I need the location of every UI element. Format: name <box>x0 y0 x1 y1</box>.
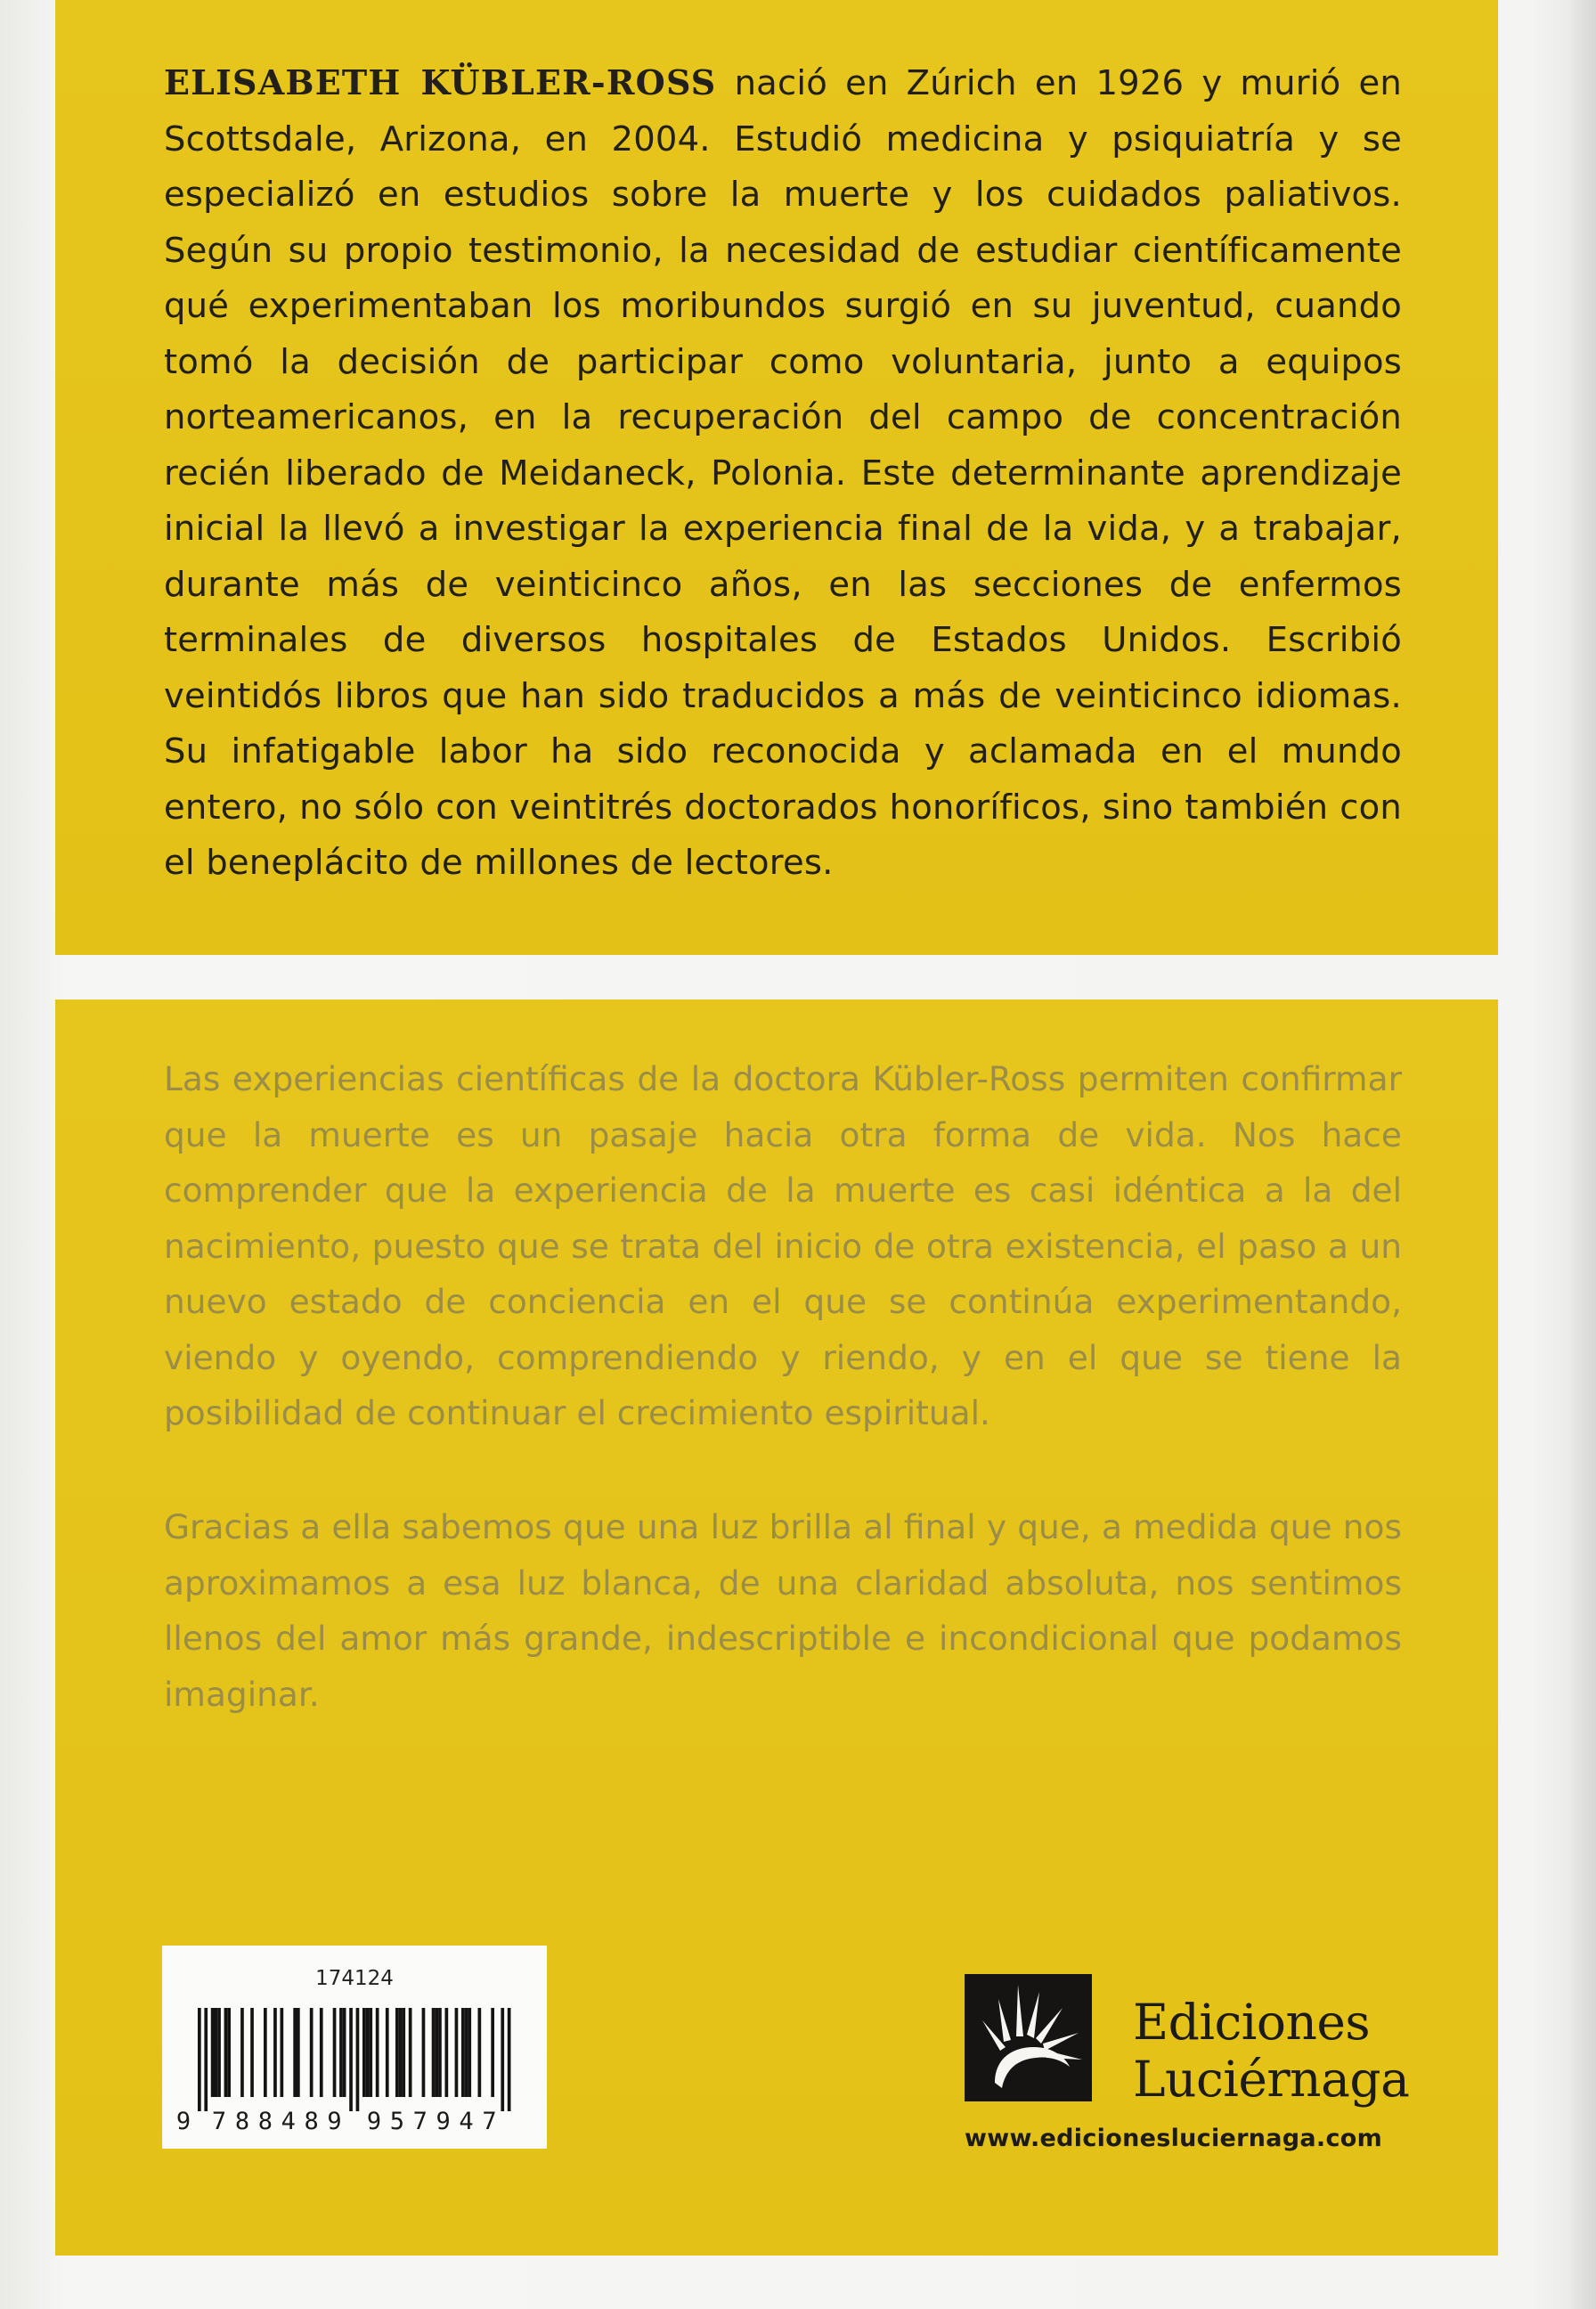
cover-spine-edge <box>1571 0 1596 2309</box>
barcode-digit: 9 <box>327 2108 342 2135</box>
barcode-bar <box>281 2008 284 2097</box>
barcode-digit: 8 <box>304 2108 319 2135</box>
author-bio <box>164 55 1402 892</box>
summary-paragraph-2: Gracias a ella sabemos que una luz brilla al final y que, a medida que nos aproximamos a esa luz blanca, de una claridad absoluta, nos sentimos llenos del amor más grande, indescriptible e incondicional que podamos imaginar. <box>164 1507 1402 1714</box>
barcode-bar <box>455 2008 459 2097</box>
barcode-bar <box>204 2008 208 2111</box>
barcode-digit: 8 <box>234 2108 250 2135</box>
barcode-bar <box>366 2008 370 2097</box>
firefly-burst-icon <box>965 1974 1092 2101</box>
barcode-bar <box>422 2008 426 2097</box>
barcode-bar <box>349 2008 353 2111</box>
barcode-bar <box>508 2008 511 2111</box>
barcode-bar <box>432 2008 436 2097</box>
barcode-bar <box>445 2008 449 2097</box>
barcode-bar <box>240 2008 244 2097</box>
barcode-digit: 4 <box>281 2108 296 2135</box>
publisher-name-line-2: Luciérnaga <box>1133 2051 1410 2108</box>
barcode-icon <box>162 2003 547 2149</box>
barcode-digit: 5 <box>389 2108 404 2135</box>
barcode-bar <box>215 2008 218 2097</box>
barcode-bar <box>227 2008 231 2097</box>
barcode-bar <box>386 2008 389 2097</box>
barcode-bar <box>409 2008 412 2097</box>
barcode-bar <box>491 2008 494 2097</box>
summary-paragraph-1: Las experiencias científicas de la doctora Kübler-Ross permiten confirmar que la muerte es un pasaje hacia otra forma de vida. Nos hace comprender que la experiencia de la muerte es casi idéntica a la del nacimiento, puesto que se trata del inicio de otra existencia, el paso a un nuevo estado de conciencia en el que se continúa experimentando, viendo y oyendo, comprendiendo y riendo, y en el que se tiene la posibilidad de continuar el crecimiento espiritual. <box>164 1059 1402 1432</box>
barcode-bar <box>465 2008 468 2097</box>
barcode-bar <box>343 2008 346 2097</box>
barcode-bar <box>468 2008 471 2097</box>
barcode-bar <box>320 2008 323 2097</box>
barcode-digit: 9 <box>366 2108 382 2135</box>
barcode-code: 174124 <box>315 1967 394 1990</box>
barcode-bar <box>376 2008 379 2097</box>
barcode-bar <box>310 2008 314 2097</box>
publisher-name-line-1: Ediciones <box>1133 1994 1371 2051</box>
barcode-bar <box>395 2008 399 2097</box>
barcode-bar <box>293 2008 297 2097</box>
barcode-bar <box>399 2008 403 2097</box>
barcode-bar <box>369 2008 372 2097</box>
author-bio-text: nació en Zúrich en 1926 y murió en Scottsdale, Arizona, en 2004. Estudió medicina y psiquiatría y se especializó en estudios sobre la muerte y los cuidados paliativos. Según su propio testimonio, la necesidad de estudiar científicamente qué experimentaban los moribundos surgió en su juventud, cuando tomó la decisión de participar como voluntaria, junto a equipos norteamericanos, en la recuperación del campo de concentración recién liberado de Meidaneck, Polonia. Este determinante aprendizaje inicial la llevó a investigar la experiencia final de la vida, y a trabajar, durante más de veinticinco años, en las secciones de enfermos terminales de diversos hospitales de Estados Unidos. Escribió veintidós libros que han sido traducidos a más de veinticinco idiomas. Su infatigable labor ha sido reconocida y aclamada en el mundo entero, no sólo con veintitrés doctorados honoríficos, sino también con el beneplácito de millones de lectores. <box>164 63 1402 883</box>
barcode-bar <box>339 2008 343 2097</box>
barcode-bar <box>217 2008 221 2097</box>
barcode-bar <box>501 2008 504 2111</box>
barcode-bar <box>198 2008 201 2111</box>
barcode-digit: 9 <box>175 2108 191 2135</box>
barcode-bar <box>435 2008 438 2097</box>
publisher-website: www.edicionesluciernaga.com <box>965 2125 1383 2152</box>
author-name: ELISABETH KÜBLER-ROSS <box>164 62 717 102</box>
barcode-digit: 8 <box>257 2108 273 2135</box>
barcode-label <box>162 1946 547 2149</box>
barcode-bar <box>478 2008 482 2097</box>
barcode-bar <box>297 2008 300 2097</box>
barcode-digit: 7 <box>412 2108 428 2135</box>
barcode-digit: 4 <box>459 2108 474 2135</box>
barcode-bar <box>438 2008 442 2097</box>
barcode-bar <box>362 2008 366 2097</box>
barcode-bar <box>402 2008 405 2097</box>
barcode-bar <box>224 2008 228 2097</box>
barcode-bar <box>356 2008 360 2111</box>
barcode-bar <box>273 2008 277 2097</box>
barcode-bar <box>461 2008 465 2097</box>
barcode-digit: 7 <box>211 2108 227 2135</box>
barcode-bar <box>211 2008 215 2097</box>
barcode-digit: 9 <box>436 2108 451 2135</box>
barcode-bar <box>264 2008 267 2097</box>
barcode-bar <box>333 2008 337 2097</box>
barcode-digit: 7 <box>482 2108 497 2135</box>
barcode-bar <box>250 2008 254 2097</box>
